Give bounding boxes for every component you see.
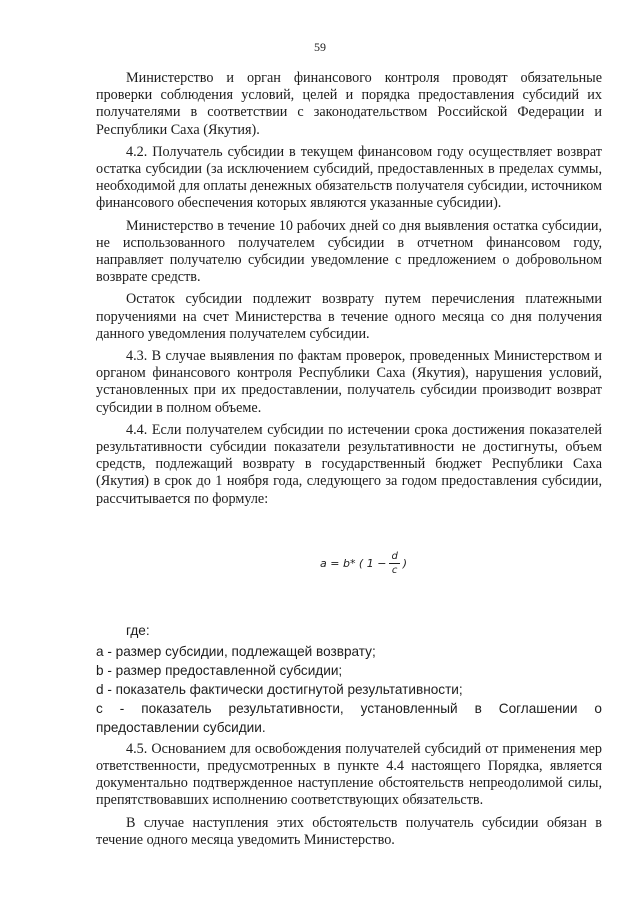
- formula-expression: [320, 551, 407, 576]
- paragraph-4-2: 4.2. Получатель субсидии в текущем финансовом году осуществляет возврат остатка субсидии (за исключением субсидий, предоставленных в пределах суммы, необходимой для оплаты денежных обязательств получателя субсидии, источником финансового обеспечения которых являются указанные субсидии).: [96, 143, 602, 212]
- legend-title: где:: [126, 622, 150, 638]
- paragraph-remainder-return: Остаток субсидии подлежит возврату путем перечисления платежными поручениями на счет Министерства в течение одного месяца со дня получения данного уведомления получателем субсидии.: [96, 291, 602, 342]
- closing-section: [96, 741, 602, 849]
- formula-lhs: a = b: [320, 556, 350, 570]
- paragraph-4-3: 4.3. В случае выявления по фактам проверок, проведенных Министерством и органом финансового контроля Республики Саха (Якутия), нарушения условий, установленных при их предоставлении, получатель субсидии производит возврат субсидии в полном объеме.: [96, 348, 602, 416]
- legend-item-b: b - размер предоставленной субсидии;: [96, 662, 343, 678]
- legend-item-c: с - показатель результативности, установленный в Соглашении о предоставлении субсидии.: [96, 700, 602, 735]
- formula-fraction: [389, 551, 399, 576]
- paragraph-4-4: 4.4. Если получателем субсидии по истечении срока достижения показателей результативности субсидии показатели результативности не достигнуты, объем средств, подлежащий возврату в государственный бюджет Республики Саха (Якутия) в срок до 1 ноября года, следующего за годом предоставления субсидии, рассчитывается по формуле:: [96, 421, 602, 507]
- return-formula: [96, 513, 602, 621]
- page-number: 59: [314, 40, 326, 54]
- formula-numerator: d: [391, 550, 398, 562]
- paragraph-4-5: 4.5. Основанием для освобождения получателей субсидий от применения мер ответственности, предусмотренных в пункте 4.4 настоящего Порядка, является документально подтвержденное наступление обстоятельств непреодолимой силы, препятствовавших исполнению соответствующих обязательств.: [96, 740, 602, 809]
- formula-denominator: c: [391, 564, 398, 576]
- legend-item-d: d - показатель фактически достигнутой результативности;: [96, 681, 463, 697]
- formula-legend: [96, 621, 602, 737]
- paragraph-notify-ministry: В случае наступления этих обстоятельств получатель субсидии обязан в течение одного месяца уведомить Министерство.: [96, 814, 602, 848]
- paragraph-control-checks: Министерство и орган финансового контроля проводят обязательные проверки соблюдения условий, целей и порядка предоставления субсидий их получателями в соответствии с законодательством Российской Федерации и Республики Саха (Якутия).: [96, 70, 602, 138]
- paragraph-ministry-notice: Министерство в течение 10 рабочих дней со дня выявления остатка субсидии, не использованного получателем субсидии в отчетном финансовом году, направляет получателю субсидии уведомление с предложением о добровольном возврате средств.: [96, 217, 602, 286]
- formula-close: ): [402, 556, 408, 570]
- formula-times-open: * ( 1 −: [349, 556, 387, 570]
- legend-item-a: a - размер субсидии, подлежащей возврату;: [96, 643, 376, 659]
- document-body: [96, 70, 602, 854]
